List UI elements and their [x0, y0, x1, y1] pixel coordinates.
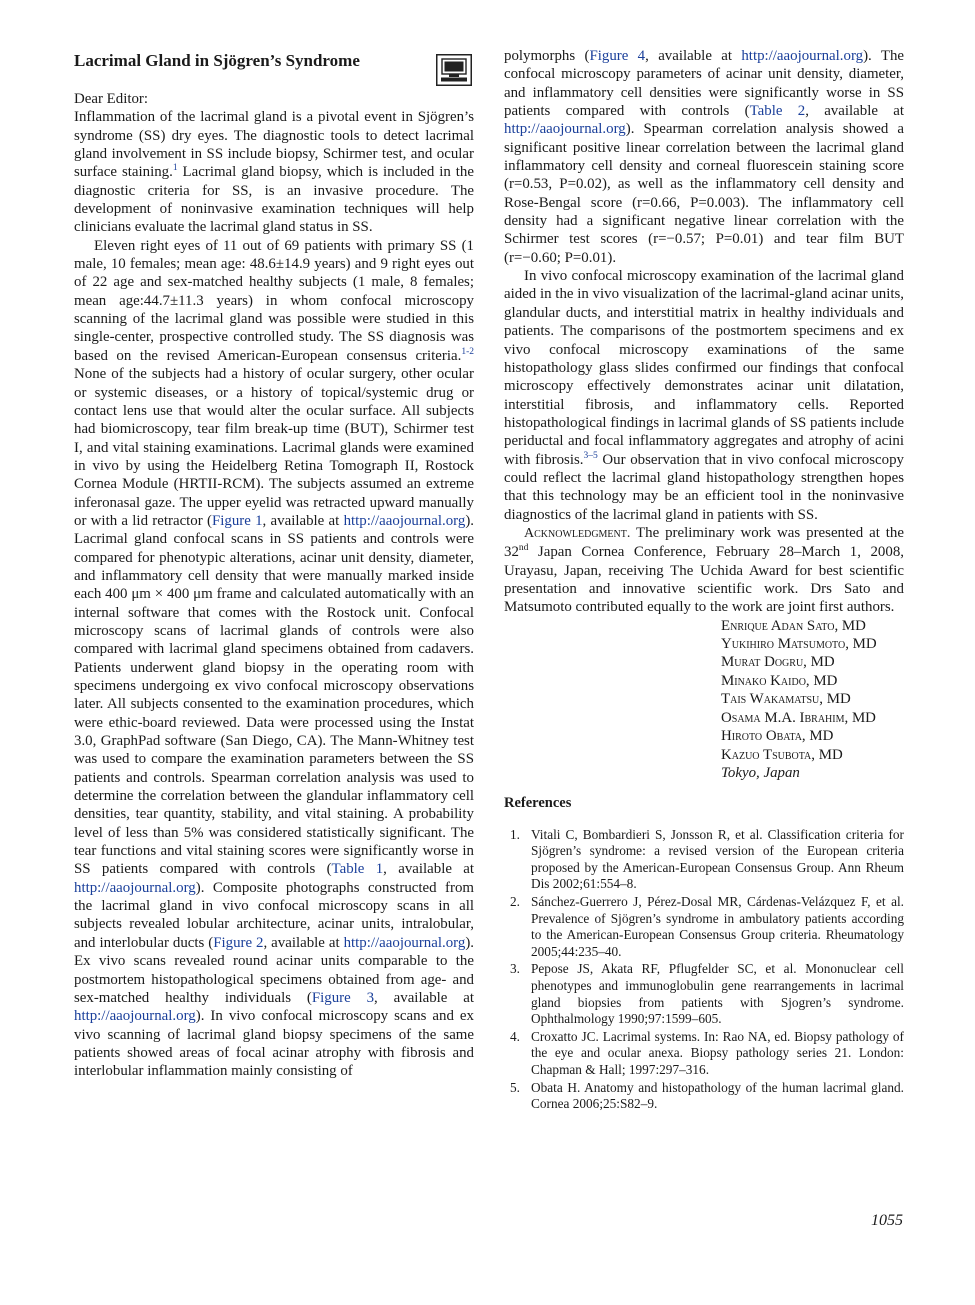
citation-1[interactable]: 1	[172, 163, 178, 174]
author-location: Tokyo, Japan	[721, 764, 800, 781]
left-column	[74, 47, 474, 1081]
journal-url-link[interactable]: http://aaojournal.org	[741, 48, 864, 64]
reference-item: 4. Croxatto JC. Lacrimal systems. In: Rao NA, ed. Biopsy pathology of the eye and ocular anexa. Biopsy pathology series 21. London: Chapman & Hall; 1997:297–316.	[510, 1028, 904, 1077]
author-name: Hiroto Obata, MD	[721, 728, 834, 745]
citation-1-2[interactable]: 1-2	[461, 346, 474, 357]
paragraph-discussion: In vivo confocal microscopy examination of the lacrimal gland aided in the in vivo visualization of the lacrimal-gland acinar units, glandular ducts, and interstitial matrix in healthy individuals and patients. The comparisons of the postmortem specimens and ex vivo confocal microscopy examinations of the same histopathology glass slides confirmed our findings that confocal microscopy effectively demonstrates acinar unit dilatation, interstitial fibrosis, and inflammatory cells. Reported histopathological findings in lacrimal glands of SS patients include periductal and focal inflammatory aggregates and atrophy of acini with fibrosis.$^{3-5}$ Our observation that in vivo confocal microscopy could reflect the lacrimal gland histopathology strengthen hopes that this technology may be an efficient tool in the noninvasive diagnostics of the lacrimal gland in patients with SS.	[504, 268, 904, 523]
author-list	[504, 617, 904, 783]
page-number: 1055	[871, 1212, 903, 1229]
computer-monitor-icon	[436, 54, 472, 86]
reference-list	[504, 827, 904, 1113]
author-name: Murat Dogru, MD	[721, 654, 835, 671]
journal-url-link[interactable]: http://aaojournal.org	[74, 1008, 196, 1025]
table-1-link[interactable]: Table 1	[331, 861, 384, 878]
figure-1-link[interactable]: Figure 1	[211, 512, 263, 529]
right-column	[504, 47, 904, 1114]
author-name: Minako Kaido, MD	[721, 672, 838, 689]
article-title: Lacrimal Gland in Sjögren’s Syndrome	[74, 51, 360, 70]
journal-url-link[interactable]: http://aaojournal.org	[74, 879, 196, 896]
journal-url-link[interactable]: http://aaojournal.org	[504, 121, 626, 138]
acknowledgment-label: Acknowledgment.	[524, 525, 631, 541]
author-name: Enrique Adan Sato, MD	[721, 617, 866, 634]
author-name: Tais Wakamatsu, MD	[721, 691, 851, 708]
author-name: Yukihiro Matsumoto, MD	[721, 636, 877, 653]
paragraph-results-continued: polymorphs (Figure 4, available at http://aaojournal.org). The confocal microscopy parameters of acinar unit density, diameter, and inflammatory cell densities were significantly worse in SS patients compared with controls (Table 2, available at http://aaojournal.org). Spearman correlation analysis showed a significant positive linear correlation between the lacrimal gland inflammatory cell density and corneal fluorescein staining score (r=0.53, P=0.02), as well as the inflammatory cell density and Rose-Bengal score (r=0.66, P=0.003). The inflammatory cell density had a significant negative linear correlation with the Schirmer test scores (r=−0.57; P=0.01) and tear film BUT (r=−0.60; P=0.01).	[504, 48, 904, 266]
reference-item: 5. Obata H. Anatomy and histopathology of the human lacrimal gland. Cornea 2006;25:S82–9.	[510, 1079, 904, 1112]
paragraph-acknowledgment: Acknowledgment. The preliminary work was presented at the 32nd Japan Cornea Conference, February 28–March 1, 2008, Urayasu, Japan, receiving The Uchida Award for best scientific presentation and innovative scientific work. Drs Sato and Matsumoto contributed equally to the work are joint first authors.	[504, 524, 904, 616]
table-2-link[interactable]: Table 2	[749, 103, 806, 120]
paragraph-methods: Eleven right eyes of 11 out of 69 patients with primary SS (1 male, 10 females; mean age: 48.6±14.9 years) and 9 right eyes out of 22 age and sex-matched healthy subjects (1 male, 8 females; mean age:44.7±11.3 years) in whom confocal microscopy scanning of the lacrimal gland was possible were studied in this single-center, prospective controlled study. The SS diagnosis was based on the revised American-European consensus criteria.$^{1-2}$ None of the subjects had a history of ocular surgery, other ocular or systemic diseases, or a history of topical/systemic drug or contact lens use that would alter the ocular surface. All subjects had biomicroscopy, tear film break-up time (BUT), Schirmer test I, and vital staining examinations. Lacrimal glands were examined in vivo by using the Heidelberg Retina Tomograph II, Rostock Cornea Module (HRTII-RCM). The subjects assumed an extreme inferonasal gaze. The upper eyelid was retracted upward manually or with a lid retractor (Figure 1, available at http://aaojournal.org). Lacrimal gland confocal scans in SS patients and controls were compared for phenotypic alterations, acinar unit density, diameter, and inflammatory cell density that were manually marked inside each 400 μm × 400 μm frame and calculated automatically with an internal software that comes with the Rostock unit. Confocal microscopy scans of lacrimal glands of controls were also compared with lacrimal gland specimens obtained from cadavers. Patients underwent gland biopsy in the operating room with specimens undergoing ex vivo confocal microscopy observations later. All subjects consented to the examination procedures, which were ethic-board reviewed. Data were processed using the Instat 3.0, GraphPad software (San Diego, CA). The Mann-Whitney test was used to compare the examination parameters between the SS patients and controls. Spearman correlation analysis was used to determine the correlation between the glandular inflammatory cell densities, tear quantity, stability, and vital staining. A probability level of less than 5% was considered statistically significant. The tear functions and vital staining scores were significantly worse in SS patients compared with controls (Table 1, available at http://aaojournal.org). Composite photographs constructed from the lacrimal gland in vivo confocal microscopy scans in all subjects revealed lobular architecture, acinar units, intralobular, and interlobular ducts (Figure 2, available at http://aaojournal.org). Ex vivo scans revealed round acinar units comparable to the postmortem histopathological specimens obtained from age- and sex-matched healthy individuals (Figure 3, available at http://aaojournal.org). In vivo confocal microscopy scans and ex vivo scanning of lacrimal gland biopsy specimens of the same patients showed areas of focal acinar atrophy with fibrosis and interlobular inflammation mainly consisting of	[74, 237, 475, 1080]
author-name: Osama M.A. Ibrahim, MD	[721, 709, 876, 726]
references-heading: References	[504, 795, 572, 812]
author-name: Kazuo Tsubota, MD	[721, 746, 843, 763]
title-row	[74, 50, 474, 90]
figure-4-link[interactable]: Figure 4	[589, 48, 646, 64]
figure-2-link[interactable]: Figure 2	[213, 934, 264, 951]
paragraph-intro: Inflammation of the lacrimal gland is a pivotal event in Sjögren’s syndrome (SS) dry eyes. The diagnostic tools to detect lacrimal gland involvement in SS include biopsy, Schirmer test, and ocular surface staining.$^1$ Lacrimal gland biopsy, which is included in the diagnostic criteria for SS, is an invasive procedure. The development of noninvasive examination techniques will help clinicians evaluate the lacrimal gland status in SS.	[74, 109, 474, 236]
citation-3-5[interactable]: 3–5	[583, 450, 598, 461]
salutation: Dear Editor:	[74, 91, 149, 107]
figure-3-link[interactable]: Figure 3	[311, 989, 375, 1006]
journal-url-link[interactable]: http://aaojournal.org	[343, 934, 466, 951]
reference-item: 1. Vitali C, Bombardieri S, Jonsson R, et al. Classification criteria for Sjögren’s syndrome: a revised version of the European criteria proposed by the American-European Consensus Group. Ann Rheum Dis 2002;61:554–8.	[510, 826, 904, 892]
journal-url-link[interactable]: http://aaojournal.org	[343, 512, 466, 529]
reference-item: 3. Pepose JS, Akata RF, Pflugfelder SC, et al. Mononuclear cell phenotypes and immunoglobulin gene rearrangements in lacrimal gland biopsies from patients with Sjogren’s syndrome. Ophthalmology 1990;97:1599–605.	[510, 961, 904, 1027]
reference-item: 2. Sánchez-Guerrero J, Pérez-Dosal MR, Cárdenas-Velázquez F, et al. Prevalence of Sjögren’s syndrome in ambulatory patients according to the American-European Consensus Group criteria. Rheumatology 2005;44:235–40.	[510, 894, 904, 959]
